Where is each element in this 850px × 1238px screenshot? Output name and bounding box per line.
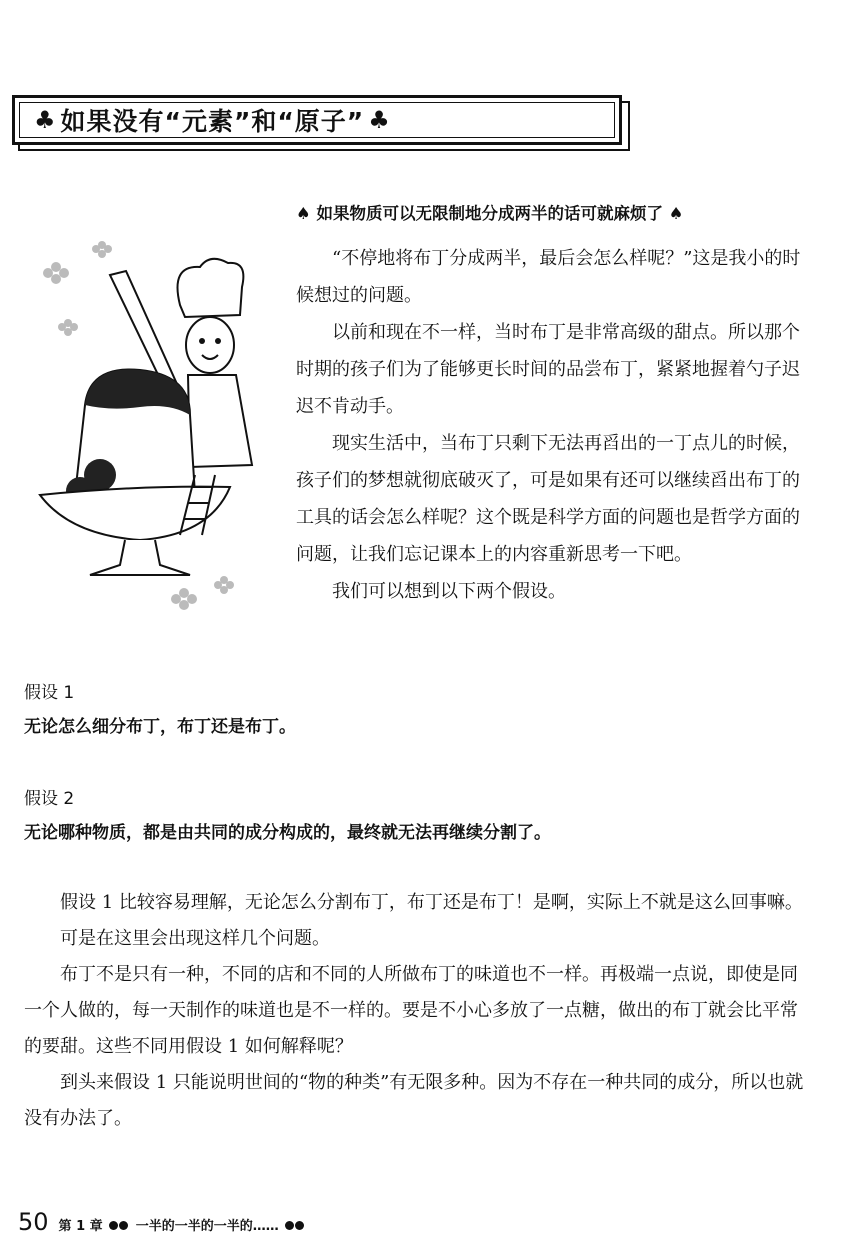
title-box-inner bbox=[19, 102, 615, 138]
body-paragraph: 可是在这里会出现这样几个问题。 bbox=[60, 928, 330, 949]
page-title: 如果没有“元素”和“原子” bbox=[60, 107, 365, 136]
body-paragraph: 到头来假设 1 只能说明世间的“物的种类”有无限多种。因为不存在一种共同的成分，所以也就没有办法了。 bbox=[24, 1072, 804, 1129]
intro-paragraph: 以前和现在不一样，当时布丁是非常高级的甜点。所以那个时期的孩子们为了能够更长时间的品尝布丁，紧紧地握着勺子迟迟不肯动手。 bbox=[296, 322, 800, 417]
club-icon: ♣ bbox=[368, 106, 391, 134]
chef-pudding-illustration bbox=[30, 235, 285, 625]
chapter-prefix: 第 1 章 bbox=[58, 1219, 103, 1234]
title-box bbox=[12, 95, 622, 145]
section-heading: ♠ 如果物质可以无限制地分成两半的话可就麻烦了 ♠ bbox=[296, 204, 684, 223]
chapter-title: 一半的一半的一半的…… bbox=[135, 1219, 279, 1234]
hypothesis-2-text: 无论哪种物质，都是由共同的成分构成的，最终就无法再继续分割了。 bbox=[24, 823, 551, 843]
hypothesis-1-text: 无论怎么细分布丁，布丁还是布丁。 bbox=[24, 717, 296, 737]
page-footer bbox=[18, 1208, 307, 1236]
body-text bbox=[24, 885, 814, 1137]
club-icon: ♣ bbox=[34, 106, 57, 134]
body-paragraph: 布丁不是只有一种，不同的店和不同的人所做布丁的味道也不一样。再极端一点说，即使是同一个人做的，每一天制作的味道也是不一样的。要是不小心多放了一点糖，做出的布丁就会比平常的要甜。这些不同用假设 1 如何解释呢？ bbox=[24, 964, 798, 1057]
intro-text bbox=[296, 240, 816, 610]
intro-paragraph: 我们可以想到以下两个假设。 bbox=[332, 581, 566, 602]
hypothesis-2-label: 假设 2 bbox=[24, 789, 75, 809]
chapter-label bbox=[59, 1215, 308, 1234]
body-paragraph: 假设 1 比较容易理解，无论怎么分割布丁，布丁还是布丁！是啊，实际上不就是这么回事嘛。 bbox=[60, 892, 803, 913]
page-number: 50 bbox=[18, 1208, 49, 1236]
dot-pair-icon bbox=[285, 1219, 305, 1234]
hypothesis-1-label: 假设 1 bbox=[24, 683, 75, 703]
intro-paragraph: 现实生活中，当布丁只剩下无法再舀出的一丁点儿的时候，孩子们的梦想就彻底破灭了，可是如果有还可以继续舀出布丁的工具的话会怎么样呢？这个既是科学方面的问题也是哲学方面的问题，让我们忘记课本上的内容重新思考一下吧。 bbox=[296, 433, 800, 565]
intro-paragraph: “不停地将布丁分成两半，最后会怎么样呢？”这是我小的时候想过的问题。 bbox=[296, 248, 801, 306]
dot-pair-icon bbox=[109, 1219, 129, 1234]
